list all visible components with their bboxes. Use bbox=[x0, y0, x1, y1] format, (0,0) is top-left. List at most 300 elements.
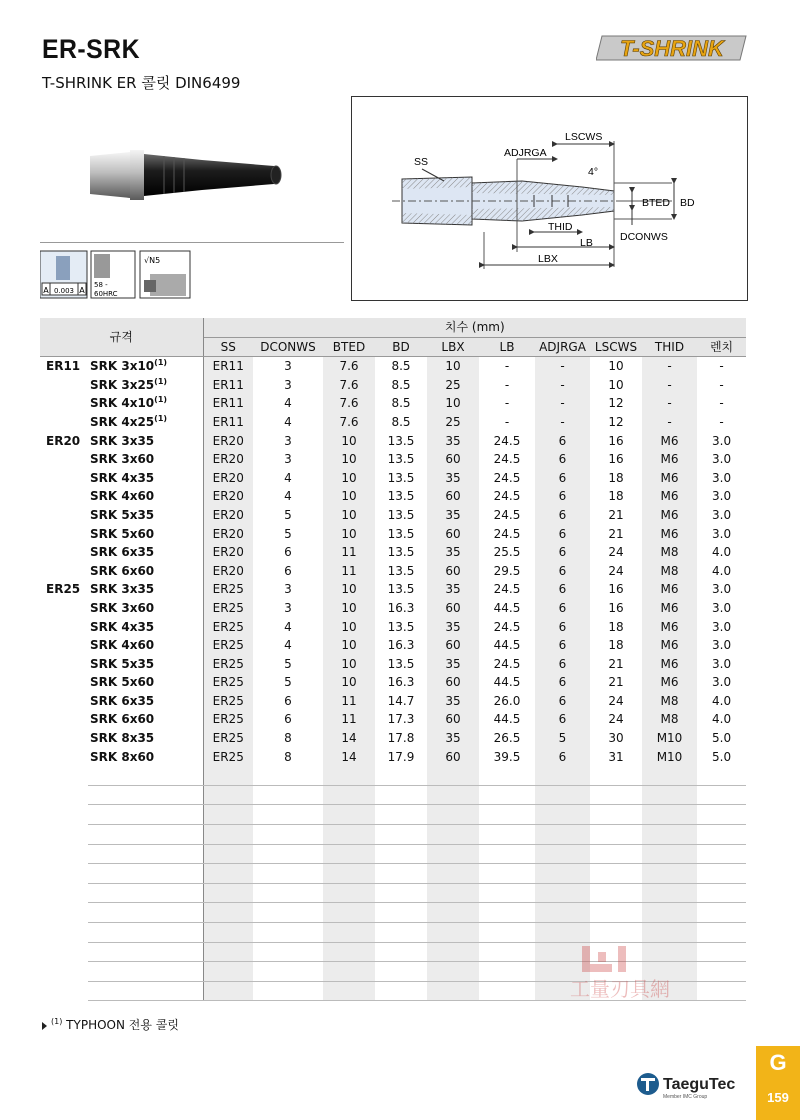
value-cell: 13.5 bbox=[387, 545, 415, 560]
table-row bbox=[40, 487, 746, 506]
value-cell: 35 bbox=[427, 580, 479, 599]
model-name: SRK 6x35 bbox=[90, 693, 155, 708]
page-subtitle: T-SHRINK ER 콜릿 DIN6499 bbox=[42, 74, 241, 92]
empty-cell bbox=[203, 883, 253, 903]
value-cell: 6 bbox=[535, 580, 590, 599]
value-cell: 6 bbox=[535, 469, 590, 488]
empty-cell bbox=[253, 883, 323, 903]
table-row bbox=[40, 562, 746, 581]
empty-cell bbox=[697, 942, 746, 962]
value-cell: 3.0 bbox=[712, 638, 732, 653]
value-cell: 11 bbox=[323, 543, 375, 562]
value-cell: 3.0 bbox=[712, 600, 732, 615]
column-header: BTED bbox=[323, 337, 375, 357]
empty-cell bbox=[375, 962, 427, 982]
empty-cell bbox=[590, 864, 642, 884]
value-cell: 10 bbox=[323, 469, 375, 488]
model-cell bbox=[88, 692, 203, 711]
table-row bbox=[40, 413, 746, 432]
value-cell: - bbox=[719, 396, 724, 411]
empty-cell bbox=[323, 766, 375, 785]
empty-cell bbox=[323, 825, 375, 845]
group-cell bbox=[40, 710, 88, 729]
model-cell bbox=[88, 394, 203, 413]
value-cell: 7.6 bbox=[323, 376, 375, 395]
model-cell bbox=[88, 618, 203, 637]
empty-cell bbox=[642, 766, 697, 785]
value-cell: 18 bbox=[608, 470, 624, 485]
empty-cell bbox=[203, 903, 253, 923]
value-cell: 10 bbox=[323, 450, 375, 469]
column-header: ADJRGA bbox=[535, 337, 590, 357]
value-cell: 4.0 bbox=[712, 693, 732, 708]
value-cell: M6 bbox=[642, 506, 697, 525]
value-cell: M8 bbox=[642, 692, 697, 711]
value-cell: M6 bbox=[642, 487, 697, 506]
empty-cell bbox=[323, 981, 375, 1001]
collet-photo bbox=[74, 120, 304, 230]
group-cell bbox=[40, 506, 88, 525]
value-cell: - bbox=[719, 377, 724, 392]
value-cell: 3.0 bbox=[712, 675, 732, 690]
diagram-label-adjrga: ADJRGA bbox=[504, 147, 547, 159]
value-cell: M8 bbox=[642, 710, 697, 729]
value-cell: 3 bbox=[284, 600, 292, 615]
model-cell bbox=[88, 636, 203, 655]
group-cell bbox=[40, 618, 88, 637]
value-cell: 3 bbox=[284, 582, 292, 597]
value-cell: ER11 bbox=[203, 394, 253, 413]
value-cell: M6 bbox=[642, 525, 697, 544]
model-name: SRK 8x60 bbox=[90, 749, 155, 764]
column-header: DCONWS bbox=[253, 337, 323, 357]
empty-cell bbox=[590, 805, 642, 825]
value-cell: 13.5 bbox=[387, 563, 415, 578]
model-cell bbox=[88, 562, 203, 581]
value-cell: 4.0 bbox=[712, 712, 732, 727]
model-name: SRK 8x35 bbox=[90, 731, 155, 746]
value-cell: 24.5 bbox=[493, 507, 521, 522]
empty-cell bbox=[535, 923, 590, 943]
value-cell: 60 bbox=[427, 636, 479, 655]
value-cell: 21 bbox=[608, 675, 624, 690]
empty-cell bbox=[88, 903, 203, 923]
value-cell: 13.5 bbox=[387, 433, 415, 448]
empty-cell bbox=[40, 981, 88, 1001]
empty-cell bbox=[40, 864, 88, 884]
value-cell: - bbox=[535, 357, 590, 376]
value-cell: 13.5 bbox=[387, 452, 415, 467]
page-number: 159 bbox=[767, 1090, 789, 1105]
empty-cell bbox=[535, 766, 590, 785]
model-name: SRK 3x25 bbox=[90, 377, 155, 392]
value-cell: 16 bbox=[608, 433, 624, 448]
value-cell: - bbox=[535, 413, 590, 432]
value-cell: 35 bbox=[427, 692, 479, 711]
value-cell: 60 bbox=[427, 487, 479, 506]
model-name: SRK 6x35 bbox=[90, 545, 155, 560]
empty-cell bbox=[697, 883, 746, 903]
model-name: SRK 3x35 bbox=[90, 582, 155, 597]
value-cell: 44.5 bbox=[493, 638, 521, 653]
empty-cell bbox=[203, 864, 253, 884]
table-row bbox=[40, 450, 746, 469]
diagram-label-lb: LB bbox=[580, 237, 593, 249]
empty-cell bbox=[88, 785, 203, 805]
diagram-label-angle: 4° bbox=[588, 166, 599, 178]
empty-cell bbox=[427, 825, 479, 845]
value-cell: ER11 bbox=[203, 376, 253, 395]
value-cell: M10 bbox=[642, 729, 697, 748]
diagram-label-bd: BD bbox=[680, 197, 695, 209]
triangle-bullet-icon bbox=[42, 1022, 47, 1030]
value-cell: 24.5 bbox=[493, 526, 521, 541]
model-cell bbox=[88, 469, 203, 488]
empty-cell bbox=[535, 844, 590, 864]
empty-row bbox=[40, 883, 746, 903]
diagram-label-lscws: LSCWS bbox=[565, 131, 603, 143]
value-cell: - bbox=[504, 396, 510, 411]
model-cell bbox=[88, 432, 203, 451]
empty-cell bbox=[590, 923, 642, 943]
value-cell: M6 bbox=[642, 432, 697, 451]
value-cell: 30 bbox=[608, 731, 624, 746]
value-cell: 3 bbox=[284, 359, 292, 374]
model-name: SRK 3x60 bbox=[90, 600, 155, 615]
empty-cell bbox=[479, 962, 535, 982]
empty-cell bbox=[323, 805, 375, 825]
group-cell bbox=[40, 729, 88, 748]
value-cell: 6 bbox=[284, 563, 292, 578]
model-name: SRK 3x60 bbox=[90, 452, 155, 467]
value-cell: 35 bbox=[427, 506, 479, 525]
svg-text:工量刃具網: 工量刃具網 bbox=[570, 977, 670, 1001]
value-cell: 25 bbox=[427, 413, 479, 432]
model-name: SRK 4x60 bbox=[90, 638, 155, 653]
table-row bbox=[40, 710, 746, 729]
value-cell: 6 bbox=[284, 693, 292, 708]
footnote bbox=[42, 1016, 179, 1033]
empty-cell bbox=[323, 903, 375, 923]
value-cell: 24.5 bbox=[493, 582, 521, 597]
empty-cell bbox=[697, 962, 746, 982]
empty-cell bbox=[88, 805, 203, 825]
empty-cell bbox=[427, 883, 479, 903]
empty-row bbox=[40, 923, 746, 943]
column-header: SS bbox=[203, 337, 253, 357]
empty-cell bbox=[590, 825, 642, 845]
empty-cell bbox=[323, 923, 375, 943]
group-cell bbox=[40, 450, 88, 469]
value-cell: 6 bbox=[284, 545, 292, 560]
value-cell: M6 bbox=[642, 655, 697, 674]
empty-cell bbox=[535, 903, 590, 923]
value-cell: M6 bbox=[642, 599, 697, 618]
empty-cell bbox=[697, 981, 746, 1001]
value-cell: 16.3 bbox=[387, 600, 415, 615]
value-cell: 7.6 bbox=[323, 357, 375, 376]
empty-cell bbox=[697, 903, 746, 923]
model-name: SRK 3x35 bbox=[90, 433, 155, 448]
model-cell bbox=[88, 506, 203, 525]
value-cell: 10 bbox=[323, 655, 375, 674]
empty-cell bbox=[375, 883, 427, 903]
value-cell: 17.9 bbox=[387, 749, 415, 764]
diagram-label-dconws: DCONWS bbox=[620, 231, 668, 243]
empty-cell bbox=[88, 766, 203, 785]
value-cell: 13.5 bbox=[387, 507, 415, 522]
empty-cell bbox=[642, 864, 697, 884]
group-cell bbox=[40, 562, 88, 581]
value-cell: 24.5 bbox=[493, 452, 521, 467]
column-header: THID bbox=[642, 337, 697, 357]
value-cell: ER20 bbox=[203, 487, 253, 506]
value-cell: 4 bbox=[284, 619, 292, 634]
value-cell: 13.5 bbox=[387, 489, 415, 504]
value-cell: 24.5 bbox=[493, 656, 521, 671]
value-cell: 8.5 bbox=[391, 359, 411, 374]
empty-cell bbox=[535, 864, 590, 884]
value-cell: ER20 bbox=[203, 543, 253, 562]
model-name: SRK 6x60 bbox=[90, 712, 155, 727]
value-cell: 21 bbox=[608, 507, 624, 522]
finish-label: √N5 bbox=[144, 256, 161, 265]
empty-cell bbox=[642, 923, 697, 943]
value-cell: - bbox=[719, 414, 724, 429]
model-cell bbox=[88, 673, 203, 692]
empty-cell bbox=[253, 903, 323, 923]
table-row bbox=[40, 729, 746, 748]
spec-header: 규격 bbox=[40, 318, 203, 357]
empty-cell bbox=[590, 785, 642, 805]
value-cell: 3.0 bbox=[712, 526, 732, 541]
value-cell: - bbox=[642, 394, 697, 413]
value-cell: 6 bbox=[535, 432, 590, 451]
empty-cell bbox=[590, 766, 642, 785]
table-row bbox=[40, 580, 746, 599]
value-cell: 60 bbox=[427, 748, 479, 767]
empty-cell bbox=[88, 962, 203, 982]
value-cell: ER25 bbox=[203, 599, 253, 618]
model-cell bbox=[88, 450, 203, 469]
value-cell: 29.5 bbox=[493, 563, 521, 578]
empty-cell bbox=[479, 825, 535, 845]
value-cell: 3.0 bbox=[712, 507, 732, 522]
value-cell: 24 bbox=[608, 712, 624, 727]
group-cell bbox=[40, 692, 88, 711]
value-cell: 18 bbox=[608, 638, 624, 653]
empty-cell bbox=[203, 805, 253, 825]
value-cell: - bbox=[535, 376, 590, 395]
value-cell: 6 bbox=[535, 655, 590, 674]
empty-cell bbox=[427, 844, 479, 864]
page-title: ER-SRK bbox=[42, 34, 140, 64]
value-cell: 24 bbox=[608, 693, 624, 708]
value-cell: 44.5 bbox=[493, 600, 521, 615]
empty-cell bbox=[642, 903, 697, 923]
empty-cell bbox=[40, 785, 88, 805]
value-cell: 3.0 bbox=[712, 619, 732, 634]
model-name: SRK 5x35 bbox=[90, 656, 155, 671]
value-cell: 60 bbox=[427, 525, 479, 544]
table-row bbox=[40, 469, 746, 488]
value-cell: 10 bbox=[323, 618, 375, 637]
empty-cell bbox=[40, 962, 88, 982]
value-cell: ER11 bbox=[203, 357, 253, 376]
table-row bbox=[40, 599, 746, 618]
value-cell: 14.7 bbox=[387, 693, 415, 708]
value-cell: 3.0 bbox=[712, 452, 732, 467]
value-cell: M10 bbox=[642, 748, 697, 767]
spec-table bbox=[40, 318, 746, 1001]
empty-cell bbox=[203, 981, 253, 1001]
empty-cell bbox=[642, 883, 697, 903]
empty-row bbox=[40, 766, 746, 785]
taegutec-logo bbox=[636, 1070, 752, 1100]
empty-cell bbox=[203, 844, 253, 864]
empty-cell bbox=[203, 825, 253, 845]
empty-row bbox=[40, 805, 746, 825]
empty-cell bbox=[253, 864, 323, 884]
diagram-label-ss: SS bbox=[414, 156, 429, 168]
value-cell: - bbox=[504, 359, 510, 374]
section-letter: G bbox=[769, 1050, 787, 1075]
empty-cell bbox=[427, 923, 479, 943]
group-cell: ER11 bbox=[46, 359, 81, 374]
value-cell: 5 bbox=[284, 675, 292, 690]
group-cell: ER25 bbox=[46, 582, 81, 597]
empty-cell bbox=[590, 903, 642, 923]
table-row bbox=[40, 525, 746, 544]
empty-cell bbox=[697, 785, 746, 805]
value-cell: 6 bbox=[535, 618, 590, 637]
diagram-label-bted: BTED bbox=[642, 197, 671, 209]
value-cell: 16.3 bbox=[387, 675, 415, 690]
value-cell: 13.5 bbox=[387, 619, 415, 634]
empty-cell bbox=[427, 785, 479, 805]
empty-cell bbox=[40, 844, 88, 864]
empty-cell bbox=[323, 864, 375, 884]
value-cell: 10 bbox=[323, 525, 375, 544]
empty-cell bbox=[479, 883, 535, 903]
value-cell: 3.0 bbox=[712, 433, 732, 448]
value-cell: 16 bbox=[608, 600, 624, 615]
value-cell: 3.0 bbox=[712, 470, 732, 485]
empty-cell bbox=[253, 962, 323, 982]
group-cell bbox=[40, 599, 88, 618]
group-cell bbox=[40, 413, 88, 432]
value-cell: M8 bbox=[642, 562, 697, 581]
value-cell: 24 bbox=[608, 563, 624, 578]
value-cell: ER25 bbox=[203, 618, 253, 637]
empty-cell bbox=[427, 942, 479, 962]
empty-cell bbox=[642, 844, 697, 864]
value-cell: 3.0 bbox=[712, 489, 732, 504]
value-cell: 14 bbox=[323, 748, 375, 767]
value-cell: 26.5 bbox=[493, 731, 521, 746]
value-cell: 4 bbox=[284, 396, 292, 411]
value-cell: - bbox=[642, 357, 697, 376]
model-cell bbox=[88, 580, 203, 599]
empty-cell bbox=[88, 981, 203, 1001]
empty-cell bbox=[375, 785, 427, 805]
empty-cell bbox=[697, 864, 746, 884]
value-cell: 10 bbox=[323, 673, 375, 692]
value-cell: 7.6 bbox=[323, 413, 375, 432]
divider bbox=[40, 242, 344, 243]
empty-cell bbox=[375, 942, 427, 962]
value-cell: 35 bbox=[427, 729, 479, 748]
value-cell: 10 bbox=[323, 580, 375, 599]
empty-cell bbox=[375, 825, 427, 845]
t-shrink-logo bbox=[596, 30, 748, 64]
value-cell: 35 bbox=[427, 655, 479, 674]
value-cell: - bbox=[642, 413, 697, 432]
empty-cell bbox=[375, 844, 427, 864]
empty-cell bbox=[203, 923, 253, 943]
value-cell: 10 bbox=[323, 506, 375, 525]
empty-cell bbox=[479, 805, 535, 825]
empty-cell bbox=[375, 903, 427, 923]
model-name: SRK 4x35 bbox=[90, 470, 155, 485]
value-cell: 44.5 bbox=[493, 675, 521, 690]
value-cell: 10 bbox=[323, 487, 375, 506]
empty-cell bbox=[375, 923, 427, 943]
value-cell: 6 bbox=[535, 487, 590, 506]
empty-cell bbox=[253, 766, 323, 785]
value-cell: - bbox=[504, 414, 510, 429]
empty-cell bbox=[427, 766, 479, 785]
empty-cell bbox=[88, 864, 203, 884]
empty-cell bbox=[40, 883, 88, 903]
empty-row bbox=[40, 864, 746, 884]
model-name: SRK 6x60 bbox=[90, 563, 155, 578]
hardness-line2: 60HRC bbox=[94, 290, 118, 298]
value-cell: M8 bbox=[642, 543, 697, 562]
empty-cell bbox=[253, 844, 323, 864]
empty-row bbox=[40, 844, 746, 864]
value-cell: 25.5 bbox=[493, 545, 521, 560]
empty-cell bbox=[40, 942, 88, 962]
value-cell: 13.5 bbox=[387, 656, 415, 671]
value-cell: 3 bbox=[284, 452, 292, 467]
model-cell bbox=[88, 487, 203, 506]
model-name: SRK 4x10 bbox=[90, 396, 155, 411]
value-cell: 7.6 bbox=[323, 394, 375, 413]
empty-cell bbox=[697, 844, 746, 864]
value-cell: 11 bbox=[323, 562, 375, 581]
value-cell: 6 bbox=[535, 562, 590, 581]
group-cell bbox=[40, 525, 88, 544]
empty-cell bbox=[697, 825, 746, 845]
value-cell: 21 bbox=[608, 656, 624, 671]
empty-cell bbox=[375, 805, 427, 825]
table-row bbox=[40, 618, 746, 637]
value-cell: 21 bbox=[608, 526, 624, 541]
value-cell: ER25 bbox=[203, 673, 253, 692]
hardness-line1: 58 - bbox=[94, 281, 108, 289]
svg-text:T-SHRINK: T-SHRINK bbox=[620, 36, 724, 61]
value-cell: 6 bbox=[535, 636, 590, 655]
empty-cell bbox=[697, 923, 746, 943]
value-cell: 60 bbox=[427, 599, 479, 618]
empty-cell bbox=[323, 883, 375, 903]
value-cell: 18 bbox=[608, 489, 624, 504]
model-name: SRK 4x35 bbox=[90, 619, 155, 634]
model-name: SRK 3x10 bbox=[90, 359, 155, 374]
value-cell: 35 bbox=[427, 432, 479, 451]
value-cell: - bbox=[504, 377, 510, 392]
